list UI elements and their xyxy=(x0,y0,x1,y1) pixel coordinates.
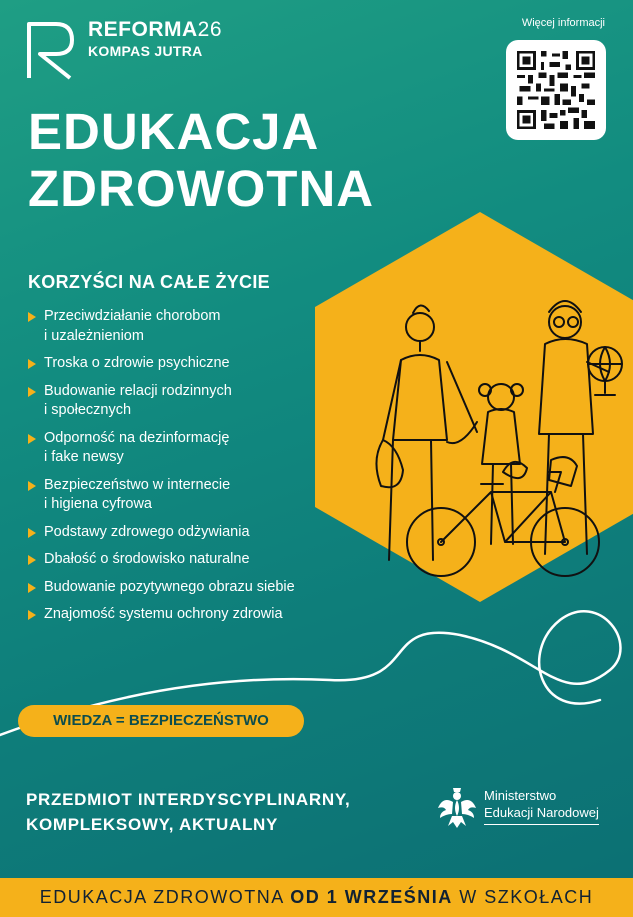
eagle-emblem-icon xyxy=(436,784,478,830)
footer-text-1: EDUKACJA ZDROWOTNA xyxy=(39,887,291,907)
list-item: Bezpieczeństwo w internecie i higiena cyfrowa xyxy=(26,476,356,515)
ministry-logo xyxy=(436,784,606,830)
subject-line-2: KOMPLEKSOWY, AKTUALNY xyxy=(26,815,279,834)
ministry-line-2: Edukacji Narodowej xyxy=(484,805,599,820)
family-illustration xyxy=(313,212,633,602)
knowledge-badge: WIEDZA = BEZPIECZEŃSTWO xyxy=(18,705,304,737)
ministry-line-1: Ministerstwo xyxy=(484,788,557,803)
brand xyxy=(88,18,222,59)
qr-code-icon xyxy=(517,51,595,129)
list-item: Dbałość o środowisko naturalne xyxy=(26,550,356,570)
list-item: Podstawy zdrowego odżywiania xyxy=(26,523,356,543)
list-item: Troska o zdrowie psychiczne xyxy=(26,354,356,374)
list-item: Budowanie pozytywnego obrazu siebie xyxy=(26,578,356,598)
benefits-list xyxy=(26,307,356,633)
page-title xyxy=(28,103,374,217)
list-item: Odporność na dezinformację i fake newsy xyxy=(26,429,356,468)
brand-name: REFORMA xyxy=(88,18,198,41)
reforma-logo-icon xyxy=(26,20,76,80)
footer-text-2: W SZKOŁACH xyxy=(452,887,594,907)
benefits-heading: KORZYŚCI NA CAŁE ŻYCIE xyxy=(28,272,270,292)
footer-banner xyxy=(0,878,633,917)
footer-date: OD 1 WRZEŚNIA xyxy=(290,887,453,907)
more-info-label: Więcej informacji xyxy=(521,17,605,29)
qr-code[interactable] xyxy=(506,40,606,140)
list-item: Przeciwdziałanie chorobom i uzależnieniom xyxy=(26,307,356,346)
title-line-1: EDUKACJA xyxy=(28,103,320,160)
brand-number: 26 xyxy=(197,18,223,41)
brand-tagline: KOMPAS JUTRA xyxy=(88,43,203,59)
title-line-2: ZDROWOTNA xyxy=(28,160,375,217)
subject-description xyxy=(26,787,350,837)
list-item: Znajomość systemu ochrony zdrowia xyxy=(26,605,356,625)
subject-line-1: PRZEDMIOT INTERDYSCYPLINARNY, xyxy=(26,790,351,809)
list-item: Budowanie relacji rodzinnych i społecznych xyxy=(26,382,356,421)
